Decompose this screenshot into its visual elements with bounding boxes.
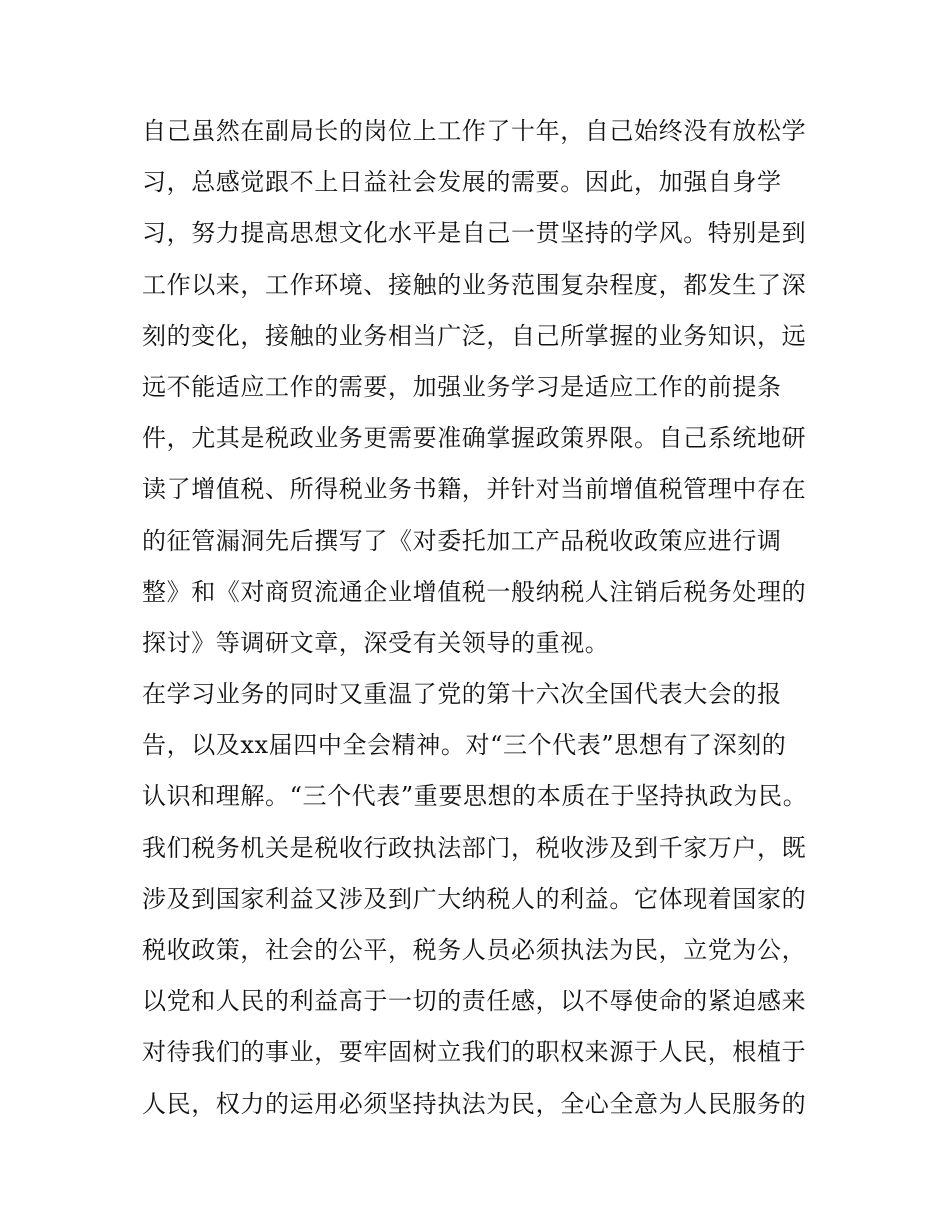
paragraph-line: 探讨》等调研文章，深受有关领导的重视。 — [142, 628, 610, 657]
paragraph-line: 以党和人民的利益高于一切的责任感，以不辱使命的紧迫感来 — [142, 987, 807, 1016]
paragraph-study-experience — [142, 106, 822, 669]
paragraph-line: 人民，权力的运用必须坚持执法为民，全心全意为人民服务的 — [142, 1089, 807, 1118]
paragraph-line: 工作以来，工作环境、接触的业务范围复杂程度，都发生了深 — [142, 270, 807, 299]
paragraph-line: 涉及到国家利益又涉及到广大纳税人的利益。它体现着国家的 — [142, 884, 807, 913]
paragraph-line: 告，以及xx届四中全会精神。对“三个代表”思想有了深刻的 — [142, 731, 787, 760]
paragraph-line: 认识和理解。“三个代表”重要思想的本质在于坚持执政为民。 — [142, 782, 808, 811]
paragraph-line: 对待我们的事业，要牢固树立我们的职权来源于人民，根植于 — [142, 1038, 807, 1067]
paragraph-line: 习，总感觉跟不上日益社会发展的需要。因此，加强自身学 — [142, 168, 782, 197]
paragraph-line: 读了增值税、所得税业务书籍，并针对当前增值税管理中存在 — [142, 475, 807, 504]
paragraph-line: 的征管漏洞先后撰写了《对委托加工产品税收政策应进行调 — [142, 526, 782, 555]
paragraph-line: 远不能适应工作的需要，加强业务学习是适应工作的前提条 — [142, 372, 782, 401]
paragraph-political-study — [142, 669, 822, 1130]
paragraph-line: 自己虽然在副局长的岗位上工作了十年，自己始终没有放松学 — [142, 117, 807, 145]
paragraph-line: 习，努力提高思想文化水平是自己一贯坚持的学风。特别是到 — [142, 219, 807, 248]
paragraph-line: 我们税务机关是税收行政执法部门，税收涉及到千家万户，既 — [142, 833, 807, 862]
paragraph-line: 税收政策，社会的公平，税务人员必须执法为民，立党为公， — [142, 936, 807, 964]
document-body — [142, 106, 822, 1130]
paragraph-line: 整》和《对商贸流通企业增值税一般纳税人注销后税务处理的 — [142, 577, 807, 606]
paragraph-line: 件，尤其是税政业务更需要准确掌握政策界限。自己系统地研 — [142, 424, 807, 453]
paragraph-line: 在学习业务的同时又重温了党的第十六次全国代表大会的报 — [142, 680, 782, 709]
paragraph-line: 刻的变化，接触的业务相当广泛，自己所掌握的业务知识，远 — [142, 321, 807, 350]
